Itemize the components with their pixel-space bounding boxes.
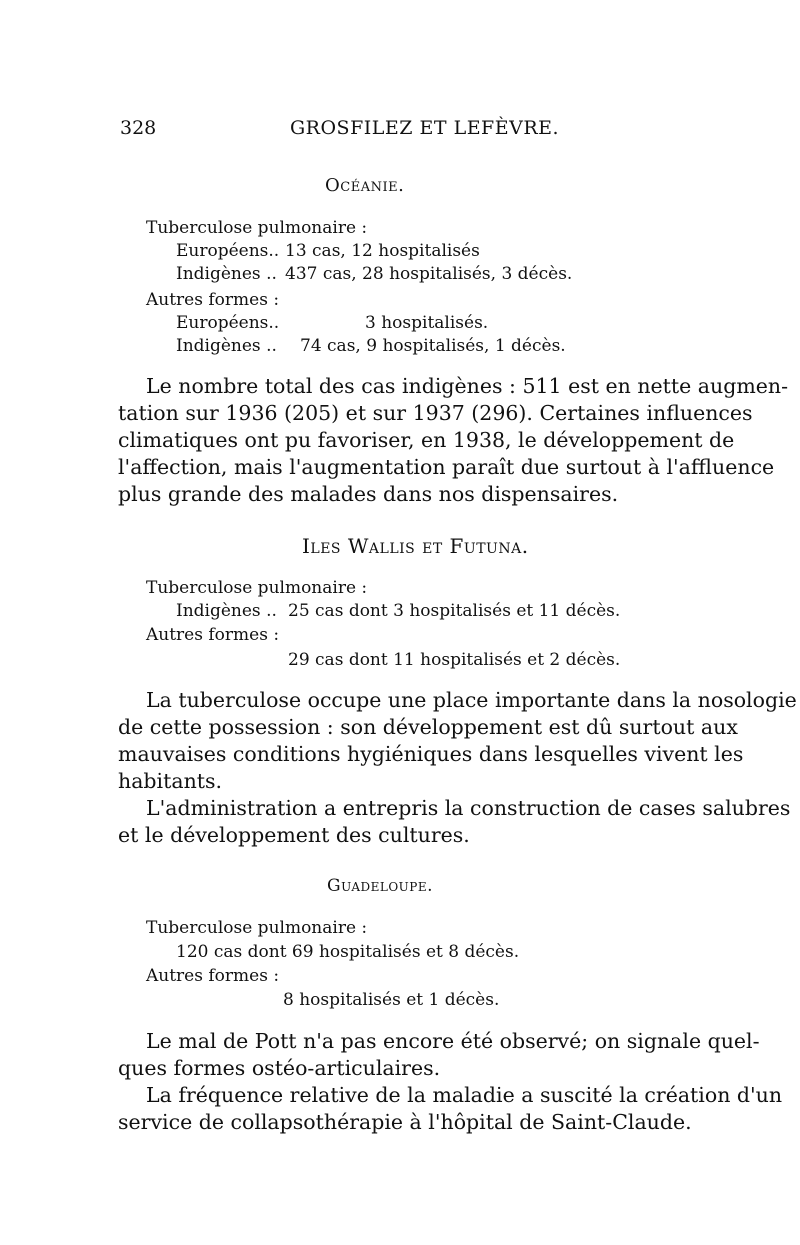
paragraph-line: mauvaises conditions hygiéniques dans lesquelles vivent les	[118, 742, 744, 766]
oceanie-tb-label: Tuberculose pulmonaire :	[146, 218, 368, 238]
section-heading-guadeloupe: Guadeloupe.	[327, 876, 434, 896]
oceanie-tb-row-label: Indigènes ..	[176, 264, 277, 284]
paragraph-line: et le développement des cultures.	[118, 823, 470, 847]
paragraph-line: La fréquence relative de la maladie a suscité la création d'un	[146, 1083, 783, 1107]
section-heading-oceanie: Océanie.	[325, 175, 405, 196]
wallis-autres-value: 29 cas dont 11 hospitalisés et 2 décès.	[288, 650, 621, 670]
oceanie-autres-row-value: 74 cas, 9 hospitalisés, 1 décès.	[300, 336, 566, 356]
oceanie-tb-row-value: 13 cas, 12 hospitalisés	[285, 241, 480, 261]
oceanie-autres-row-value: 3 hospitalisés.	[365, 313, 489, 333]
paragraph-line: plus grande des malades dans nos dispensaires.	[118, 482, 619, 506]
section-heading-wallis: Iles Wallis et Futuna.	[302, 534, 529, 558]
wallis-paragraph-2	[118, 795, 791, 849]
oceanie-paragraph	[118, 373, 789, 508]
paragraph-line: L'administration a entrepris la construction de cases salubres	[146, 796, 791, 820]
oceanie-tb-row-value: 437 cas, 28 hospitalisés, 3 décès.	[285, 264, 573, 284]
paragraph-line: service de collapsothérapie à l'hôpital de Saint-Claude.	[118, 1110, 692, 1134]
paragraph-line: Le nombre total des cas indigènes : 511 est en nette augmen-	[146, 374, 789, 398]
guadeloupe-paragraph-2	[118, 1082, 783, 1136]
wallis-tb-row-value: 25 cas dont 3 hospitalisés et 11 décès.	[288, 601, 621, 621]
paragraph-line: l'affection, mais l'augmentation paraît due surtout à l'affluence	[118, 455, 775, 479]
paragraph-line: La tuberculose occupe une place importante dans la nosologie	[146, 688, 797, 712]
running-title: GROSFILEZ ET LEFÈVRE.	[290, 117, 560, 139]
paragraph-line: de cette possession : son développement est dû surtout aux	[118, 715, 738, 739]
oceanie-autres-row-label: Européens..	[176, 313, 280, 333]
paragraph-line: ques formes ostéo-articulaires.	[118, 1056, 441, 1080]
page-number: 328	[120, 117, 157, 139]
wallis-autres-label: Autres formes :	[146, 625, 280, 645]
oceanie-autres-row-label: Indigènes ..	[176, 336, 277, 356]
wallis-tb-row-label: Indigènes ..	[176, 601, 277, 621]
paragraph-line: habitants.	[118, 769, 223, 793]
oceanie-autres-label: Autres formes :	[146, 290, 280, 310]
guadeloupe-autres-label: Autres formes :	[146, 966, 280, 986]
paragraph-line: climatiques ont pu favoriser, en 1938, le développement de	[118, 428, 735, 452]
paragraph-line: Le mal de Pott n'a pas encore été observé; on signale quel-	[146, 1029, 760, 1053]
guadeloupe-paragraph-1	[118, 1028, 760, 1082]
guadeloupe-autres-value: 8 hospitalisés et 1 décès.	[283, 990, 500, 1010]
guadeloupe-tb-value: 120 cas dont 69 hospitalisés et 8 décès.	[176, 942, 520, 962]
oceanie-tb-row-label: Européens..	[176, 241, 280, 261]
guadeloupe-tb-label: Tuberculose pulmonaire :	[146, 918, 368, 938]
wallis-tb-label: Tuberculose pulmonaire :	[146, 578, 368, 598]
paragraph-line: tation sur 1936 (205) et sur 1937 (296). Certaines influences	[118, 401, 753, 425]
wallis-paragraph-1	[118, 687, 797, 795]
